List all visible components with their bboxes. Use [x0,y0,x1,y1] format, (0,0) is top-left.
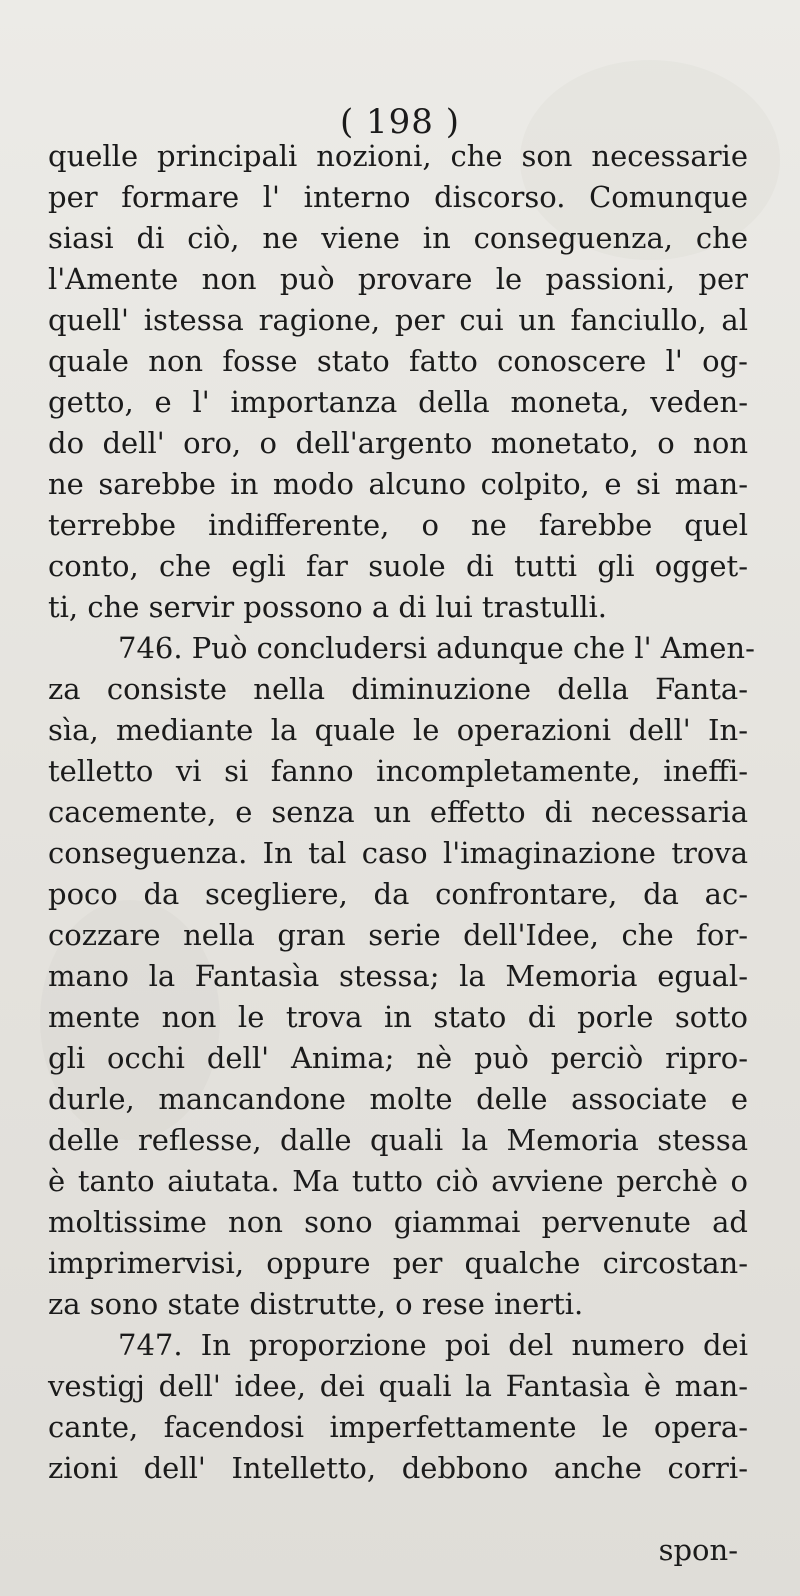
paragraph-continuation [48,136,748,628]
text-line: za consiste nella diminuzione della Fanta- [48,672,748,706]
text-line: l'Amente non può provare le passioni, per [48,262,748,296]
text-line: moltissime non sono giammai pervenute ad [48,1205,748,1239]
text-line: durle, mancandone molte delle associate e [48,1082,748,1116]
text-line: conto, che egli far suole di tutti gli ogget- [48,549,748,583]
text-line: ne sarebbe in modo alcuno colpito, e si man- [48,467,748,501]
text-line: quale non fosse stato fatto conoscere l' og- [48,344,748,378]
text-line: ti, che servir possono a di lui trastulli. [48,590,607,624]
text-line: siasi di ciò, ne viene in conseguenza, che [48,221,748,255]
text-line: cozzare nella gran serie dell'Idee, che for- [48,918,748,952]
text-line: cante, facendosi imperfettamente le opera- [48,1410,748,1444]
text-line: quelle principali nozioni, che son necessarie [48,139,748,173]
text-line: conseguenza. In tal caso l'imaginazione trova [48,836,748,870]
text-line: sìa, mediante la quale le operazioni dell' In- [48,713,748,747]
text-line: telletto vi si fanno incompletamente, ineffi- [48,754,748,788]
catchword: spon- [658,1533,738,1567]
text-line: è tanto aiutata. Ma tutto ciò avviene perchè o [48,1164,748,1198]
text-line: getto, e l' importanza della moneta, veden- [48,385,748,419]
text-line: imprimervisi, oppure per qualche circostan- [48,1246,748,1280]
text-line: gli occhi dell' Anima; nè può perciò ripro- [48,1041,748,1075]
text-line: 746. Può concludersi adunque che l' Amen- [118,631,755,665]
text-line: zioni dell' Intelletto, debbono anche corri- [48,1451,748,1485]
text-line: mano la Fantasìa stessa; la Memoria egual- [48,959,748,993]
text-line: mente non le trova in stato di porle sotto [48,1000,748,1034]
text-line: 747. In proporzione poi del numero dei [118,1328,748,1362]
text-line: quell' istessa ragione, per cui un fanciullo, al [48,303,748,337]
page-number: ( 198 ) [339,102,461,142]
paragraph-746 [48,628,755,1325]
text-line: poco da scegliere, da confrontare, da ac- [48,877,748,911]
text-line: cacemente, e senza un effetto di necessaria [48,795,748,829]
text-line: za sono state distrutte, o rese inerti. [48,1287,584,1321]
text-line: delle reflesse, dalle quali la Memoria stessa [48,1123,748,1157]
text-line: terrebbe indifferente, o ne farebbe quel [48,508,748,542]
body-text [48,136,755,1489]
text-line: do dell' oro, o dell'argento monetato, o non [48,426,748,460]
paragraph-747 [48,1325,748,1489]
text-line: per formare l' interno discorso. Comunque [48,180,748,214]
text-line: vestigj dell' idee, dei quali la Fantasìa è man- [48,1369,748,1403]
